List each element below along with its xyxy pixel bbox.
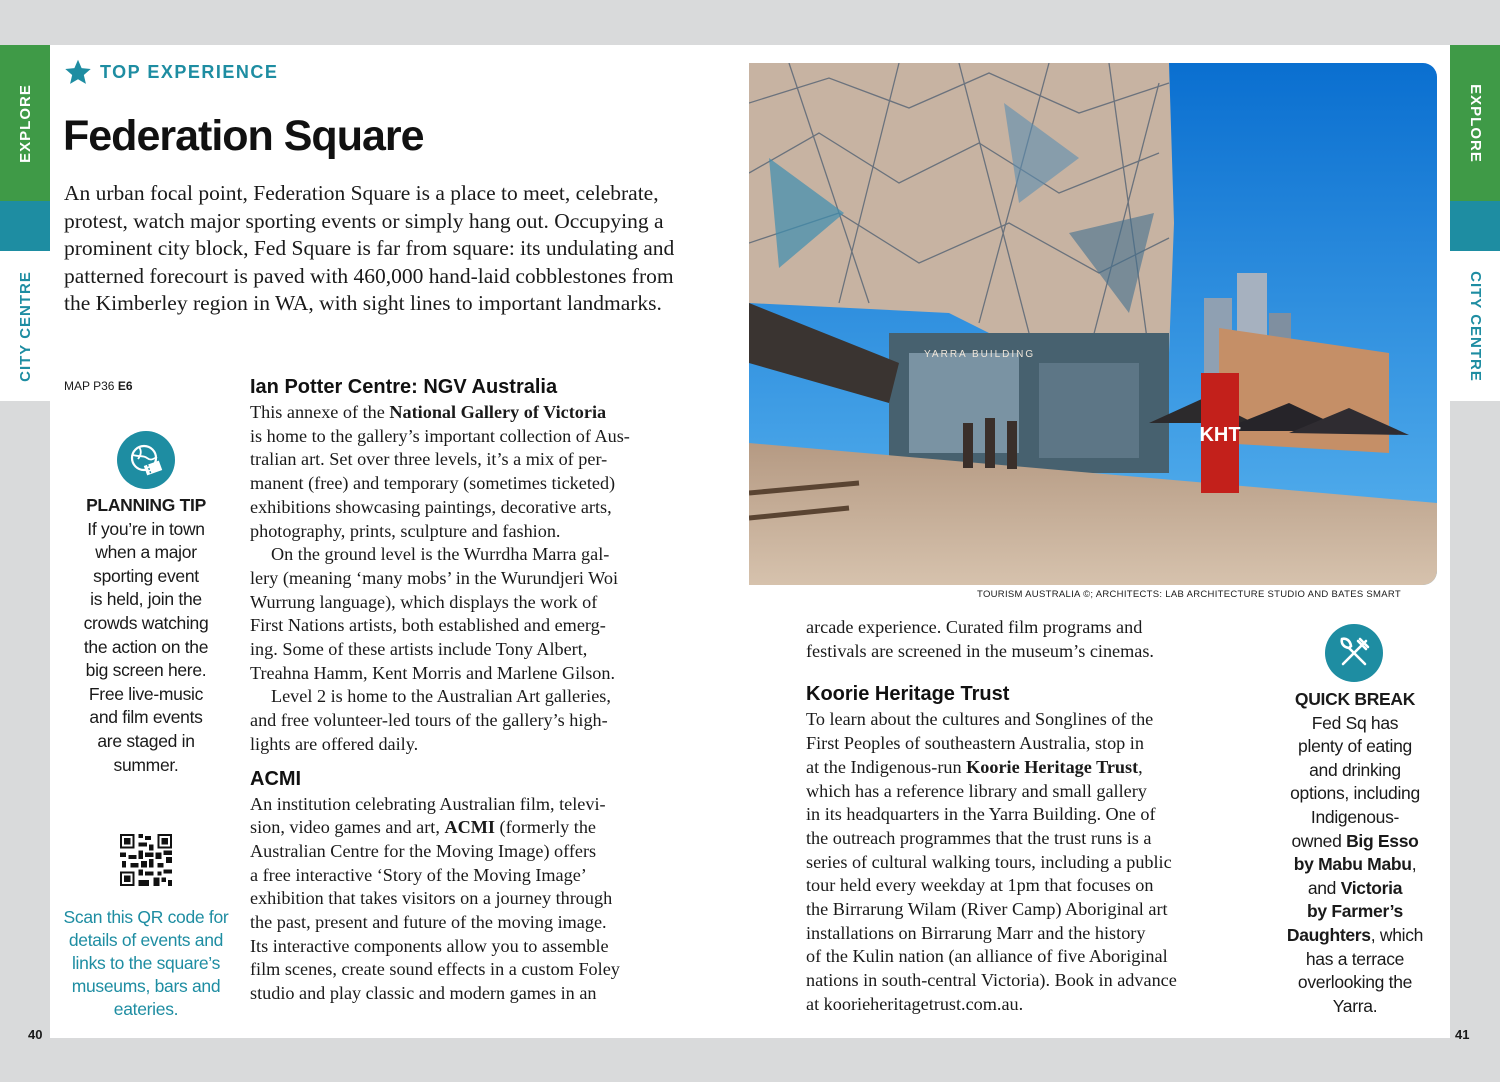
text-segment: at koorieheritagetrust.com.au. bbox=[806, 993, 1024, 1014]
text-segment: nations in south-central Victoria). Book in advance bbox=[806, 970, 1177, 991]
text-line: festivals are screened in the museum’s cinemas. bbox=[806, 640, 1154, 661]
text-segment: tralian art. Set over three levels, it’s a mix of per- bbox=[250, 449, 608, 470]
acmi-paragraph-continued bbox=[806, 616, 1266, 663]
text-segment: Its interactive components allow you to assemble bbox=[250, 935, 609, 956]
text-segment: options, including bbox=[1290, 783, 1420, 804]
text-segment: a free interactive ‘Story of the Moving Image’ bbox=[250, 864, 587, 885]
text-line: sporting event bbox=[93, 565, 199, 586]
qr-code-icon[interactable] bbox=[120, 834, 172, 886]
section-heading-koorie: Koorie Heritage Trust bbox=[806, 683, 1010, 706]
city-centre-tab-right[interactable]: CITY CENTRE bbox=[1450, 251, 1500, 401]
text-line: First Nations artists, both established and emerg- bbox=[250, 615, 606, 636]
text-line: museums, bars and bbox=[71, 976, 221, 996]
text-segment: sion, video games and art, bbox=[250, 817, 445, 838]
city-centre-tab-left[interactable]: CITY CENTRE bbox=[0, 251, 50, 401]
text-segment: and drinking bbox=[1309, 759, 1401, 780]
photo-credit: TOURISM AUSTRALIA ©; ARCHITECTS: LAB ARCHITECTURE STUDIO AND BATES SMART bbox=[977, 589, 1401, 600]
text-segment: , which bbox=[1370, 924, 1424, 945]
text-line: Free live-music bbox=[88, 683, 204, 704]
text-line: Level 2 is home to the Australian Art galleries, bbox=[271, 686, 611, 707]
planning-tip-badge bbox=[117, 431, 175, 489]
section-heading-acmi: ACMI bbox=[250, 767, 302, 790]
ian-potter-paragraph-3 bbox=[250, 685, 700, 756]
bold-text: ACMI bbox=[444, 817, 495, 838]
quick-break: QUICK BREAK Fed Sq has plenty of eating and drinking options, including Indigenous- owned Big Esso by Mabu Mabu, and Victoria by Farmer’s Daughters, which has a terrace overlooking the Yarra. bbox=[1286, 689, 1424, 1016]
text-line: If you’re in town bbox=[87, 518, 205, 539]
text-line: crowds watching bbox=[83, 612, 209, 633]
text-line: and free volunteer-led tours of the gallery’s high- bbox=[250, 710, 608, 731]
text-line: ing. Some of these artists include Tony Albert, bbox=[250, 639, 588, 660]
text-segment: , bbox=[1411, 854, 1417, 875]
planning-tip: PLANNING TIP If you’re in town when a major sporting event is held, join the crowds watching the action on the big screen here. Free live-music and film events are staged in summer. bbox=[83, 495, 209, 775]
text-segment: the outreach programmes that the trust runs is a bbox=[806, 827, 1152, 848]
text-line: when a major bbox=[95, 542, 197, 563]
bold-text: Big Esso bbox=[1346, 830, 1419, 851]
page-title: Federation Square bbox=[63, 112, 424, 160]
bold-text: by Mabu Mabu bbox=[1293, 854, 1412, 875]
text-line: eateries. bbox=[113, 999, 179, 1019]
text-segment: photography, prints, sculpture and fashion. bbox=[250, 520, 561, 541]
qr-code-note bbox=[62, 906, 230, 1021]
text-segment: in its headquarters in the Yarra Building. One of bbox=[806, 804, 1156, 825]
text-segment: Fed Sq has bbox=[1311, 712, 1399, 733]
yarra-building-sign: YARRA BUILDING bbox=[924, 349, 1036, 360]
text-segment: is home to the gallery’s important collection of Aus- bbox=[250, 425, 630, 446]
text-segment: at the Indigenous-run bbox=[806, 756, 967, 777]
text-segment: installations on Birrarung Marr and the history bbox=[806, 922, 1146, 943]
page-number-left: 40 bbox=[28, 1027, 43, 1042]
text-segment: of the Kulin nation (an alliance of five Aboriginal bbox=[806, 946, 1168, 967]
section-heading-ian-potter: Ian Potter Centre: NGV Australia bbox=[250, 376, 558, 398]
bold-text: National Gallery of Victoria bbox=[389, 402, 607, 422]
globe-ticket-icon bbox=[127, 441, 165, 479]
left-column bbox=[250, 374, 700, 1006]
bold-text: Daughters bbox=[1286, 924, 1371, 945]
koorie-paragraph bbox=[806, 708, 1266, 1016]
text-segment: manent (free) and temporary (sometimes ticketed) bbox=[250, 473, 616, 494]
text-segment: the Birrarung Wilam (River Camp) Aboriginal art bbox=[806, 899, 1168, 920]
bold-text: by Farmer’s bbox=[1307, 901, 1403, 922]
text-line: lights are offered daily. bbox=[250, 733, 419, 754]
ian-potter-paragraph-2 bbox=[250, 543, 700, 685]
fork-knife-icon bbox=[1336, 635, 1372, 671]
bold-text: Victoria bbox=[1340, 877, 1403, 898]
text-segment: series of cultural walking tours, including a public bbox=[806, 851, 1172, 872]
text-segment: and bbox=[1307, 877, 1341, 898]
text-segment: Indigenous- bbox=[1310, 806, 1400, 827]
text-line: Scan this QR code for bbox=[63, 907, 229, 927]
text-line: is held, join the bbox=[90, 589, 202, 610]
page-number-right: 41 bbox=[1455, 1027, 1470, 1042]
kht-sign-text: KHT bbox=[1199, 424, 1241, 446]
text-line: details of events and bbox=[68, 930, 224, 950]
tab-divider-left bbox=[0, 201, 50, 251]
text-segment: (formerly the bbox=[494, 817, 596, 838]
text-line: summer. bbox=[113, 754, 179, 775]
text-segment: An institution celebrating Australian film, televi- bbox=[250, 793, 606, 814]
top-experience-kicker: TOP EXPERIENCE bbox=[64, 58, 278, 86]
text-segment: To learn about the cultures and Songlines of the bbox=[806, 709, 1154, 730]
explore-tab-left[interactable]: EXPLORE bbox=[0, 45, 50, 201]
text-segment: studio and play classic and modern games in an bbox=[250, 983, 597, 1004]
text-segment: has a terrace bbox=[1305, 948, 1405, 969]
acmi-paragraph bbox=[250, 793, 700, 1006]
text-line: the action on the bbox=[83, 636, 209, 657]
star-icon bbox=[64, 58, 92, 86]
text-segment: tour held every weekday at 1pm that focuses on bbox=[806, 875, 1154, 896]
text-line: links to the square’s bbox=[71, 953, 221, 973]
text-segment: First Peoples of southeastern Australia, stop in bbox=[806, 733, 1144, 754]
federation-square-photo bbox=[749, 63, 1437, 585]
text-line: On the ground level is the Wurrdha Marra gal- bbox=[271, 544, 610, 565]
text-segment: overlooking the bbox=[1297, 972, 1413, 993]
text-segment: , bbox=[1138, 756, 1143, 777]
text-segment: the past, present and future of the moving image. bbox=[250, 912, 607, 933]
bold-text: Koorie Heritage Trust bbox=[966, 756, 1139, 777]
text-segment: exhibition that takes visitors on a journey through bbox=[250, 888, 613, 909]
text-segment: Yarra. bbox=[1332, 995, 1378, 1016]
intro-paragraph: An urban focal point, Federation Square is a place to meet, celebrate, protest, watch major sporting events or simply hang out. Occupying a prominent city block, Fed Square is far from square: its undulating and patterned forecourt is paved with 460,000 hand-laid cobblestones from the Kimberley region in WA, with sight lines to important landmarks. bbox=[64, 181, 675, 316]
text-line: and film events bbox=[89, 707, 203, 728]
text-segment: Australian Centre for the Moving Image) offers bbox=[250, 840, 597, 861]
text-line: arcade experience. Curated film programs and bbox=[806, 617, 1143, 637]
text-line: are staged in bbox=[97, 730, 195, 751]
text-line: lery (meaning ‘many mobs’ in the Wurundjeri Woi bbox=[250, 567, 619, 588]
text-segment: owned bbox=[1291, 830, 1347, 851]
text-segment: which has a reference library and small gallery bbox=[806, 780, 1147, 801]
ian-potter-paragraph-1 bbox=[250, 401, 700, 543]
right-column bbox=[806, 616, 1266, 1017]
text-line: big screen here. bbox=[85, 660, 207, 681]
text-segment: This annexe of the bbox=[250, 402, 390, 422]
text-line: Treahna Hamm, Kent Morris and Marlene Gilson. bbox=[250, 662, 616, 683]
explore-tab-right[interactable]: EXPLORE bbox=[1450, 45, 1500, 201]
text-segment: film scenes, create sound effects in a custom Foley bbox=[250, 959, 620, 980]
text-line: Wurrung language), which displays the work of bbox=[250, 591, 598, 612]
quick-break-badge bbox=[1325, 624, 1383, 682]
text-segment: plenty of eating bbox=[1298, 736, 1412, 757]
tab-divider-right bbox=[1450, 201, 1500, 251]
text-segment: exhibitions showcasing paintings, decorative arts, bbox=[250, 496, 612, 517]
map-reference[interactable]: MAP P36 E6 bbox=[64, 379, 133, 393]
